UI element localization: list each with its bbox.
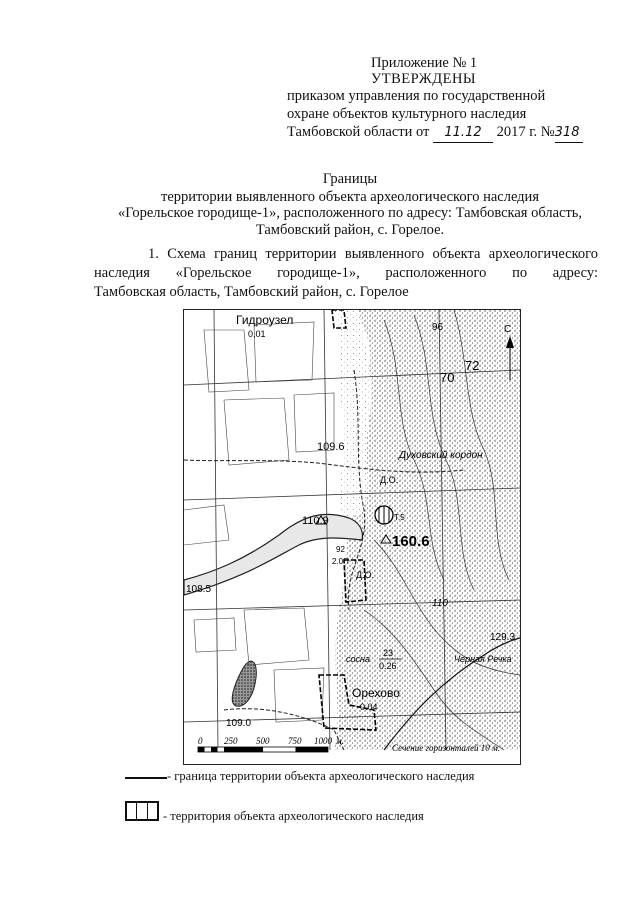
- rest-house-label-1: Д.О.: [380, 475, 399, 485]
- order-year-text: 2017 г. №: [496, 124, 555, 140]
- elevation-160-6: 160.6: [392, 533, 430, 550]
- hydro-label: Гидроузел: [236, 313, 294, 327]
- label-2-0p: 2.0П: [332, 557, 349, 566]
- label-110: 110: [432, 598, 448, 609]
- appendix-label: Приложение № 1: [371, 55, 478, 71]
- order-date-handwritten: 11.12: [433, 124, 493, 143]
- order-number-handwritten: 318: [555, 124, 583, 143]
- order-line-2: охране объектов культурного наследия: [287, 106, 527, 122]
- title-line-3: Тамбовский район, с. Горелое.: [255, 222, 445, 238]
- elevation-108-5: 108.5: [186, 584, 212, 595]
- village-value: 0.04: [360, 702, 378, 712]
- title-line-1: территории выявленного объекта археологического наследия: [161, 189, 539, 205]
- site-boundary-map: [183, 309, 521, 765]
- river: [184, 514, 362, 595]
- label-96: 96: [432, 322, 444, 333]
- elevation-109-6: 109.6: [317, 441, 345, 453]
- paragraph-line-1: 1. Схема границ территории выявленного объекта археологического: [148, 246, 598, 262]
- north-label: С: [504, 324, 512, 335]
- legend-area-text: - территория объекта археологического наследия: [163, 809, 424, 823]
- site-marker: [375, 506, 393, 524]
- document-heading: Границы: [322, 171, 378, 187]
- river-label: Черная Речка: [454, 654, 512, 664]
- contour-interval-note: Сечение горизонталей 10 м.: [392, 743, 501, 753]
- paragraph-line-3: Тамбовская область, Тамбовский район, с. Горелое: [94, 284, 409, 300]
- elevation-109-0: 109.0: [226, 718, 252, 729]
- label-70: 70: [440, 370, 455, 385]
- cordon-label: Духовский кордон: [399, 450, 483, 461]
- paragraph-line-2: наследия «Горельское городище-1», расположенного по адресу:: [94, 265, 598, 281]
- scale-tick-0: 0: [198, 736, 203, 746]
- rest-house-label-2: Д.О.: [356, 570, 375, 580]
- legend-boundary-text: - граница территории объекта археологического наследия: [167, 769, 475, 783]
- label-t5: Т.5: [394, 513, 405, 522]
- lake: [232, 661, 256, 706]
- title-line-2: «Горельское городище-1», расположенного по адресу: Тамбовская область,: [117, 205, 583, 221]
- scale-tick-500: 500: [256, 736, 270, 746]
- forest-fraction-top: 23: [383, 648, 394, 658]
- forest-type-label: сосна: [346, 654, 370, 664]
- legend-area-symbol: [125, 801, 159, 821]
- legend-boundary-line: [125, 777, 167, 779]
- valley-band: [334, 310, 371, 525]
- scale-tick-250: 250: [224, 736, 238, 746]
- scale-unit: м.: [336, 736, 344, 746]
- elevation-110-9: 110.9: [302, 515, 329, 527]
- label-129-3: 129.3: [490, 632, 516, 643]
- village-label: Орехово: [352, 686, 400, 700]
- label-92: 92: [336, 545, 345, 554]
- scale-tick-750: 750: [288, 736, 302, 746]
- scale-tick-1000: 1000: [314, 736, 332, 746]
- order-line-3: [287, 123, 583, 143]
- label-72: 72: [465, 358, 480, 373]
- approved-label: УТВЕРЖДЕНЫ: [371, 71, 477, 87]
- order-region-text: Тамбовской области от: [287, 124, 430, 140]
- forest-fraction-bottom: 0.26: [379, 661, 397, 671]
- hydro-value: 0,01: [248, 329, 266, 339]
- order-line-1: приказом управления по государственной: [287, 88, 546, 104]
